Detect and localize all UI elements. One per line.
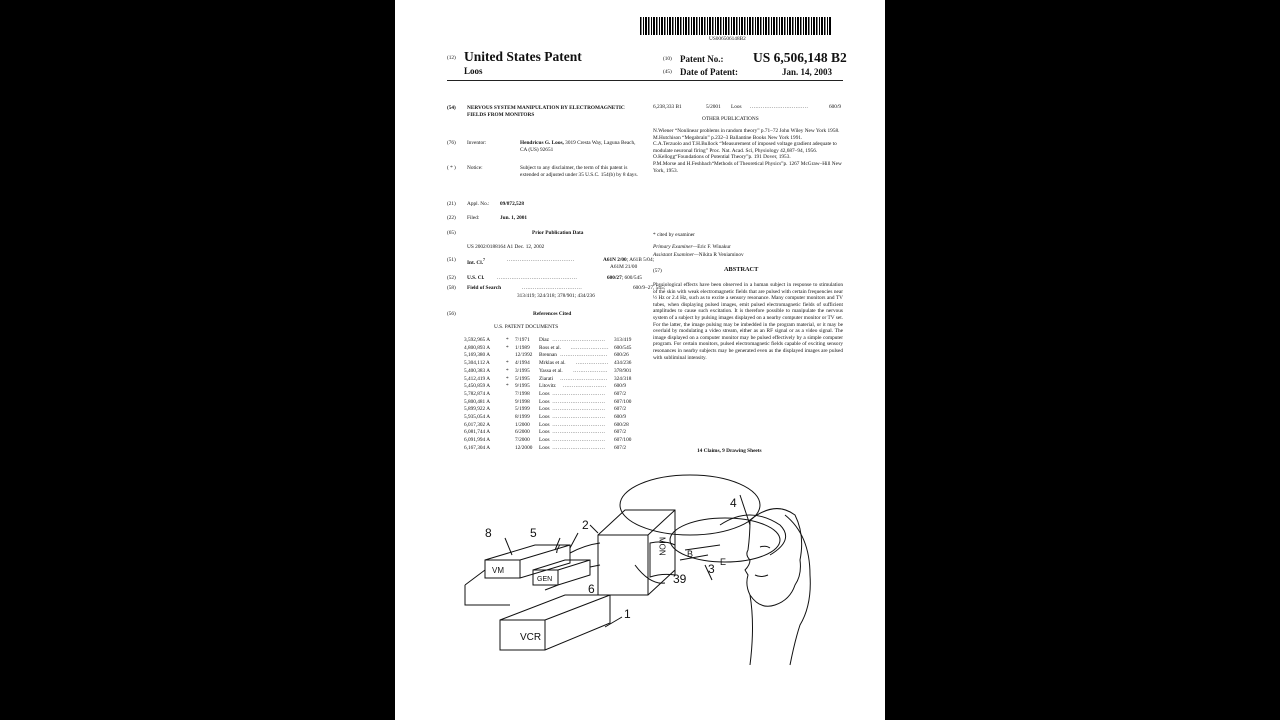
ref-label-3: 3	[708, 562, 715, 576]
ref-date: 9/1995	[515, 383, 530, 390]
other-pubs-list	[653, 128, 843, 174]
ref-number: 5,450,859 A	[464, 383, 491, 390]
barcode	[640, 17, 832, 35]
ref-label-8: 8	[485, 526, 492, 540]
ref-dots: ..................	[575, 360, 609, 367]
ref-dots: .....................	[570, 344, 609, 351]
ref-label-2: 2	[582, 518, 589, 532]
ref-name: Loos	[539, 444, 550, 451]
ref-class: 313/419	[614, 337, 632, 343]
ref-dots: ................................	[750, 104, 809, 110]
filed-date: Jun. 1, 2001	[500, 215, 528, 221]
header-rule	[447, 80, 843, 81]
ref-date: 5/2001	[706, 104, 721, 110]
ref-star: *	[506, 367, 509, 374]
intcl-dots: .....................................	[507, 257, 575, 263]
patent-number: US 6,506,148 B2	[753, 50, 847, 65]
reference-row	[464, 376, 636, 383]
notice-label: Notice:	[467, 165, 483, 171]
ref-dots: .............................	[552, 398, 606, 405]
reference-row	[464, 422, 636, 429]
ref-number: 6,238,333 B1	[653, 104, 682, 110]
cable-vcr-vm	[465, 570, 510, 605]
ref-class: 600/28	[614, 421, 629, 428]
ref-number: 6,091,994 A	[464, 437, 491, 444]
ref-date: 12/1992	[515, 352, 533, 359]
ref-class: 607/100	[614, 437, 632, 444]
patent-no-code: (10)	[663, 56, 672, 62]
notice-code: ( * )	[447, 165, 456, 171]
filed-label: Filed:	[467, 215, 480, 221]
refs-title: References Cited	[533, 311, 572, 317]
ref-name: Yassa et al.	[539, 367, 563, 374]
us-docs-title: U.S. PATENT DOCUMENTS	[494, 324, 559, 330]
ref-date: 5/1999	[515, 406, 530, 413]
uscl-label: U.S. Cl.	[467, 275, 485, 281]
ref-dots: .............................	[552, 429, 606, 436]
patent-date: Jan. 14, 2003	[782, 67, 833, 77]
abstract-code: (57)	[653, 268, 662, 274]
ref-number: 6,167,304 A	[464, 444, 491, 451]
intcl-value-wrap	[603, 257, 654, 264]
assistant-label: Assistant Examiner—	[653, 252, 699, 258]
field-line2: 313/419; 324/318; 378/901; 434/236	[517, 293, 595, 299]
reference-row	[464, 368, 636, 375]
reference-row	[464, 360, 636, 367]
uscl-value: 600/27	[607, 275, 622, 281]
top-ref-row	[653, 104, 843, 111]
mon-label: MON	[657, 537, 667, 556]
ref-class: 607/2	[614, 390, 627, 397]
other-pubs-title: OTHER PUBLICATIONS	[702, 116, 759, 122]
reference-row	[464, 437, 636, 444]
ref-star: *	[506, 337, 509, 343]
appl-label: Appl. No.:	[467, 201, 490, 207]
ref-label-39: 39	[673, 572, 687, 586]
ref-dots: .............................	[552, 421, 606, 428]
ref-dots: ..........................	[560, 375, 608, 382]
barcode-number: US006506148B2	[709, 36, 746, 42]
invention-title: NERVOUS SYSTEM MANIPULATION BY ELECTROMAGNETIC FIELDS FROM MONITORS	[467, 105, 625, 118]
ref-number: 6,081,744 A	[464, 429, 491, 436]
ref-number: 5,800,481 A	[464, 398, 491, 405]
abstract-title: ABSTRACT	[724, 266, 759, 273]
ref-class: 607/100	[614, 398, 632, 405]
other-pub-item: M.Hutchison “Megabrain” p.232–3 Ballantine Books New York 1991.	[653, 134, 803, 141]
ref-name: Loos	[539, 398, 550, 405]
reference-row	[464, 399, 636, 406]
vm-label: VM	[492, 566, 504, 575]
ref-class: 600/9	[614, 414, 627, 420]
reference-row	[464, 345, 636, 352]
ref-date: 7/2000	[515, 437, 530, 444]
patent-no-label: Patent No.:	[680, 54, 724, 64]
ref-dots: .............................	[552, 390, 606, 397]
ref-number: 4,800,893 A	[464, 344, 491, 351]
other-pub-item: P.M.Morse and H.Feshbach“Methods of Theoretical Physics”p. 1267 McGraw–Hill New York, 1953.	[653, 160, 842, 174]
appl-number: 09/872,528	[500, 201, 524, 207]
appl-code: (21)	[447, 201, 456, 207]
prior-pub-value: US 2002/0188164 A1 Dec. 12, 2002	[467, 244, 545, 250]
ref-dots: ..........................	[560, 352, 608, 359]
figure-drawing	[450, 465, 850, 715]
ref-number: 6,017,302 A	[464, 421, 491, 428]
prior-pub-title: Prior Publication Data	[532, 230, 584, 236]
reference-row	[464, 383, 636, 390]
intcl-label-wrap	[467, 257, 485, 266]
claims-count: 14 Claims, 9 Drawing Sheets	[697, 448, 762, 454]
uscl-dots: ............................................	[497, 275, 578, 281]
ref-number: 5,935,054 A	[464, 414, 491, 420]
ref-label-6: 6	[588, 582, 595, 596]
ref-date: 6/2000	[515, 429, 530, 436]
intcl-label: Int. Cl.	[467, 259, 484, 266]
ref-dots: .............................	[552, 444, 606, 451]
inventor-value	[520, 140, 642, 153]
ref-label-5: 5	[530, 526, 537, 540]
notice-text: Subject to any disclaimer, the term of this patent is extended or adjusted under 35 U.S.C. 154(b) by 8 days.	[520, 165, 638, 178]
ref-date: 1/1989	[515, 344, 530, 351]
ref-date: 5/1995	[515, 375, 530, 382]
ref-number: 5,782,874 A	[464, 390, 491, 397]
ref-date: 3/1995	[515, 367, 530, 374]
inventor-name: Hendricus G. Loos,	[520, 140, 564, 146]
ref-star: *	[506, 360, 509, 367]
ref-dots: .............................	[552, 437, 606, 444]
ref-name: Diaz	[539, 337, 549, 343]
patent-page	[395, 0, 885, 720]
other-pub-item: N.Wiener “Nonlinear problems in random theory” p.71–72 John Wiley New York 1958.	[653, 128, 840, 134]
ref-dots: ........................	[562, 383, 607, 390]
uscl-rest: ; 600/545	[621, 275, 642, 281]
title-code: (54)	[447, 105, 456, 111]
uscl-code: (52)	[447, 275, 456, 281]
ref-star: *	[506, 375, 509, 382]
filed-code: (22)	[447, 215, 456, 221]
uscl-value-wrap	[607, 275, 642, 282]
other-pub-item: O.Kellogg“Foundations of Potential Theory”p. 191 Dover, 1953.	[653, 154, 791, 161]
ref-name: Loos	[539, 429, 550, 436]
vcr-box	[500, 595, 610, 650]
ref-date: 4/1994	[515, 360, 530, 367]
other-pub-item: C.A.Terzuolo and T.H.Bullock “Measurement of imposed voltage gradient adequate to modulate neuronal firing” Proc. Nat. Acad. Sci, Physiology 42,687–94, 1956.	[653, 141, 837, 154]
ref-class: 600/26	[614, 352, 629, 359]
patent-type-title: United States Patent	[464, 49, 582, 64]
prior-code: (65)	[447, 230, 456, 236]
intcl-sup: 7	[483, 257, 486, 262]
assistant-name: Nikita R Veniaminov	[698, 252, 744, 258]
field-label-b: B	[687, 549, 694, 559]
abstract-text: Physiological effects have been observed in a human subject in response to stimulation of the skin with weak electromagnetic fields that are pulsed with certain frequencies near ½ Hz or 2.4 Hz, such as to excite a sensory resonance. Many computer monitors and TV tubes, when displaying pulsed images, emit pulsed electromagnetic fields of sufficient amplitudes to cause such excitation. It is therefore possible to manipulate the nervous system of a subject by pulsing images displayed on a nearby computer monitor or TV set. For the latter, the image pulsing may be imbedded in the program material, or it may be overlaid by modulating a video stream, either as an RF signal or as a video signal. The image displayed on a computer monitor may be pulsed effectively by a simple computer program. For certain monitors, pulsed electromagnetic fields capable of exciting sensory resonances in nearby subjects may be generated even as the displayed images are pulsed with subliminal intensity.	[653, 282, 843, 361]
ref-date: 7/1971	[515, 337, 530, 343]
ref-name: Loos	[539, 406, 550, 413]
ref-label-4: 4	[730, 496, 737, 510]
ref-number: 5,412,419 A	[464, 375, 491, 382]
ref-class: 600/545	[614, 344, 632, 351]
field-code: (58)	[447, 285, 456, 291]
ref-number: 3,592,965 A	[464, 337, 491, 343]
ref-date: 1/2000	[515, 421, 530, 428]
ref-dots: .............................	[552, 337, 606, 343]
country-code: (12)	[447, 55, 456, 61]
ref-name: Loos	[539, 390, 550, 397]
ref-dots: .............................	[552, 406, 606, 413]
ref-number: 5,169,380 A	[464, 352, 491, 359]
ref-dots: .............................	[552, 414, 606, 420]
primary-examiner	[653, 244, 731, 251]
reference-row	[464, 445, 636, 452]
ref-name: Mrklas et al.	[539, 360, 566, 367]
primary-name: Eric F. Winakur	[697, 244, 731, 250]
ref-class: 600/9	[829, 104, 842, 110]
field-line1: 600/9–27, 545;	[633, 285, 666, 291]
ref-name: Loos	[539, 421, 550, 428]
ref-date: 12/2000	[515, 444, 533, 451]
intcl-code: (51)	[447, 257, 456, 263]
ref-class: 324/318	[614, 375, 632, 382]
reference-row	[464, 414, 636, 421]
intcl-rest: ; A61B 5/04;	[626, 257, 655, 263]
reference-row	[464, 406, 636, 413]
date-code: (45)	[663, 69, 672, 75]
ref-dots: ...................	[573, 367, 608, 374]
ref-label-7: 7	[554, 542, 561, 556]
ref-name: Litovitz	[539, 383, 556, 390]
ref-class: 607/2	[614, 429, 627, 436]
ref-number: 5,899,922 A	[464, 406, 491, 413]
cited-note: * cited by examiner	[653, 232, 695, 238]
inventor-surname: Loos	[464, 66, 483, 76]
date-label: Date of Patent:	[680, 67, 738, 77]
ref-date: 7/1998	[515, 390, 530, 397]
reference-row	[464, 352, 636, 359]
ref-star: *	[506, 344, 509, 351]
field-lobe-top	[620, 475, 760, 535]
ref-number: 5,400,383 A	[464, 367, 491, 374]
ref-name: Ziarati	[539, 375, 554, 382]
ref-class: 434/236	[614, 360, 632, 367]
field-label-e: E	[720, 557, 727, 567]
reference-row	[464, 391, 636, 398]
ref-star: *	[506, 383, 509, 390]
ref-class: 607/2	[614, 444, 627, 451]
gen-label: GEN	[537, 576, 553, 583]
refs-code: (56)	[447, 311, 456, 317]
inventor-code: (76)	[447, 140, 456, 146]
front-page-figure	[450, 465, 850, 715]
ref-name: Loos	[731, 104, 742, 110]
ref-name: Brennan	[539, 352, 557, 359]
intcl-value: A61N 2/00	[603, 257, 627, 263]
inventor-address: 3019 Cresta Way, Laguna Beach, CA (US) 92651	[520, 140, 636, 153]
ref-name: Loos	[539, 437, 550, 444]
ref-number: 5,304,112 A	[464, 360, 490, 367]
vcr-label: VCR	[520, 632, 542, 643]
inventor-label: Inventor:	[467, 140, 487, 146]
field-dots: .................................	[522, 285, 583, 291]
assistant-examiner	[653, 252, 744, 259]
ref-name: Ross et al.	[539, 344, 561, 351]
intcl-line2: A61M 21/00	[610, 264, 638, 270]
ref-class: 607/2	[614, 406, 627, 413]
ref-class: 378/901	[614, 367, 632, 374]
primary-label: Primary Examiner—	[653, 244, 698, 250]
ref-name: Loos	[539, 414, 550, 420]
ref-label-1: 1	[624, 607, 631, 621]
cable-vm-mon	[570, 543, 600, 553]
reference-row	[464, 337, 636, 344]
ref-class: 600/9	[614, 383, 627, 390]
ref-date: 9/1998	[515, 398, 530, 405]
reference-row	[464, 429, 636, 436]
field-label: Field of Search	[467, 285, 502, 291]
ref-date: 8/1999	[515, 414, 530, 420]
